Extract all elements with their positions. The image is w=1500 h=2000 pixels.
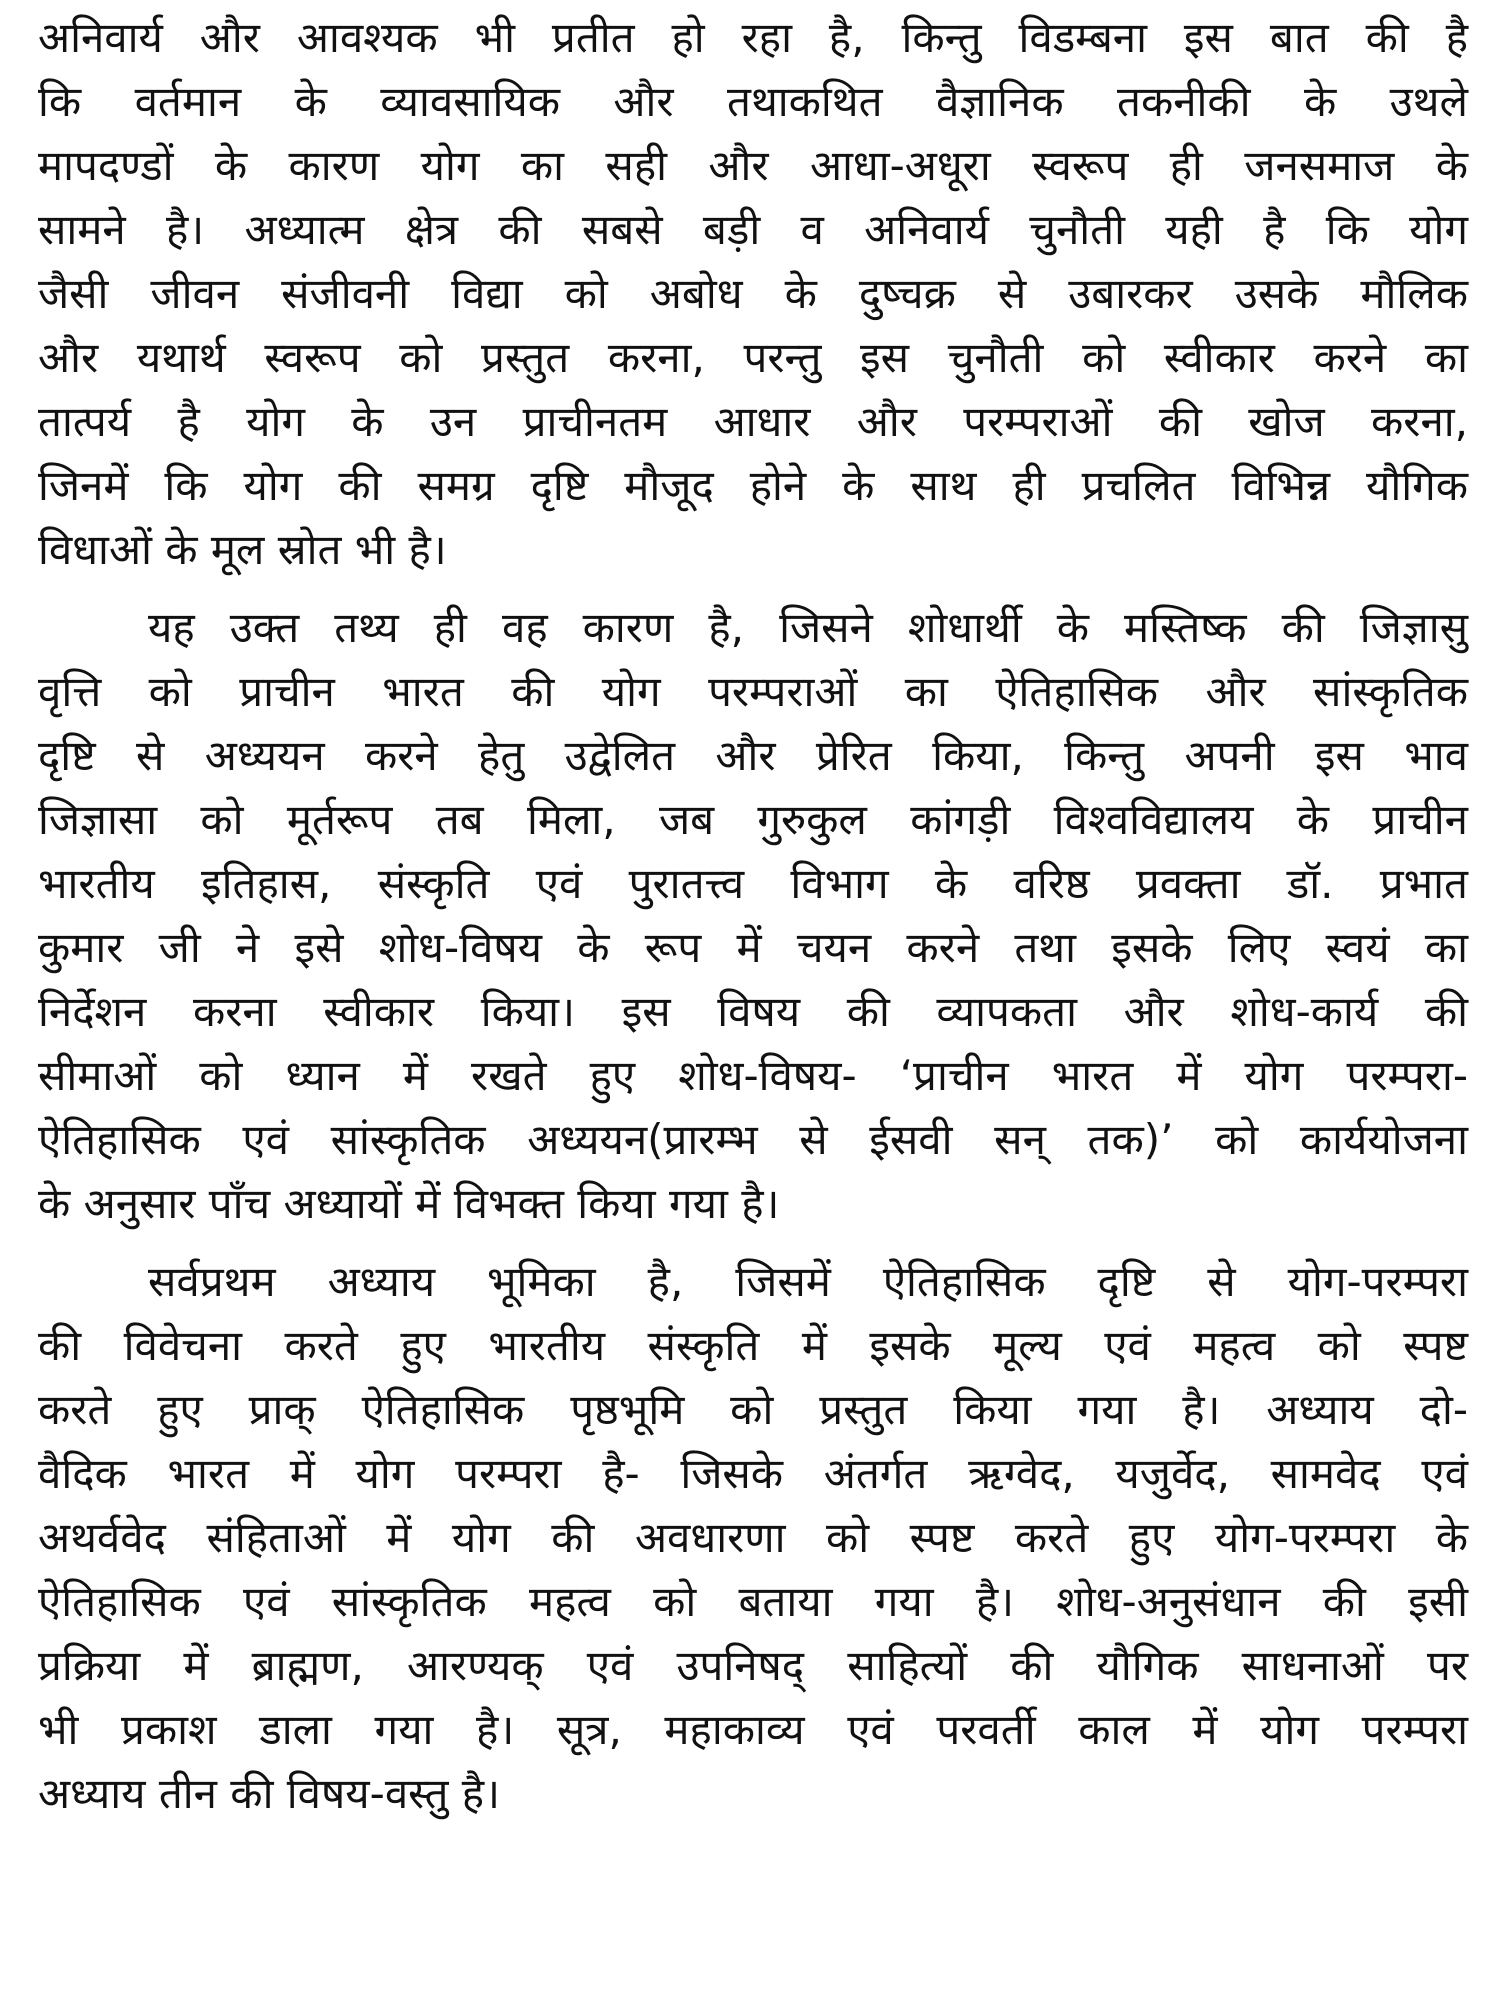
- text-line: जिनमें कि योग की समग्र दृष्टि मौजूद होने के साथ ही प्रचलित विभिन्न यौगिक: [38, 461, 1468, 510]
- text-line: करते हुए प्राक् ऐतिहासिक पृष्ठभूमि को प्रस्तुत किया गया है। अध्याय दो-: [38, 1385, 1468, 1434]
- text-line: भारतीय इतिहास, संस्कृति एवं पुरातत्त्व विभाग के वरिष्ठ प्रवक्ता डॉ. प्रभात: [38, 859, 1468, 908]
- text-line: सामने है। अध्यात्म क्षेत्र की सबसे बड़ी व अनिवार्य चुनौती यही है कि योग: [38, 205, 1468, 254]
- text-line: कुमार जी ने इसे शोध-विषय के रूप में चयन करने तथा इसके लिए स्वयं का: [38, 923, 1468, 972]
- text-line: और यथार्थ स्वरूप को प्रस्तुत करना, परन्तु इस चुनौती को स्वीकार करने का: [38, 333, 1468, 382]
- text-line: तात्पर्य है योग के उन प्राचीनतम आधार और परम्पराओं की खोज करना,: [38, 397, 1468, 446]
- text-line: ऐतिहासिक एवं सांस्कृतिक महत्व को बताया गया है। शोध-अनुसंधान की इसी: [38, 1577, 1468, 1626]
- text-line: जैसी जीवन संजीवनी विद्या को अबोध के दुष्चक्र से उबारकर उसके मौलिक: [38, 269, 1468, 318]
- text-line: के अनुसार पाँच अध्यायों में विभक्त किया गया है।: [38, 1179, 780, 1228]
- text-line: वैदिक भारत में योग परम्परा है- जिसके अंतर्गत ऋग्वेद, यजुर्वेद, सामवेद एवं: [38, 1449, 1468, 1498]
- text-line: सर्वप्रथम अध्याय भूमिका है, जिसमें ऐतिहासिक दृष्टि से योग-परम्परा: [148, 1257, 1468, 1306]
- text-line: सीमाओं को ध्यान में रखते हुए शोध-विषय- ‘प्राचीन भारत में योग परम्परा-: [38, 1051, 1468, 1100]
- text-line: निर्देशन करना स्वीकार किया। इस विषय की व्यापकता और शोध-कार्य की: [38, 987, 1468, 1036]
- text-line: अथर्ववेद संहिताओं में योग की अवधारणा को स्पष्ट करते हुए योग-परम्परा के: [38, 1513, 1468, 1562]
- text-line: दृष्टि से अध्ययन करने हेतु उद्वेलित और प्रेरित किया, किन्तु अपनी इस भाव: [38, 731, 1468, 780]
- text-line: कि वर्तमान के व्यावसायिक और तथाकथित वैज्ञानिक तकनीकी के उथले: [38, 77, 1468, 126]
- paragraph-3: [38, 1250, 1468, 1826]
- text-line: वृत्ति को प्राचीन भारत की योग परम्पराओं का ऐतिहासिक और सांस्कृतिक: [38, 667, 1468, 716]
- text-line: यह उक्त तथ्य ही वह कारण है, जिसने शोधार्थी के मस्तिष्क की जिज्ञासु: [148, 603, 1468, 652]
- paragraph-2: [38, 596, 1468, 1236]
- text-line: ऐतिहासिक एवं सांस्कृतिक अध्ययन(प्रारम्भ से ईसवी सन् तक)’ को कार्ययोजना: [38, 1115, 1468, 1164]
- text-line: अनिवार्य और आवश्यक भी प्रतीत हो रहा है, किन्तु विडम्बना इस बात की है: [38, 13, 1468, 62]
- text-line: विधाओं के मूल स्रोत भी है।: [38, 525, 447, 574]
- text-line: प्रक्रिया में ब्राह्मण, आरण्यक् एवं उपनिषद् साहित्यों की यौगिक साधनाओं पर: [38, 1641, 1468, 1690]
- text-line: मापदण्डों के कारण योग का सही और आधा-अधूरा स्वरूप ही जनसमाज के: [38, 141, 1468, 190]
- text-line: भी प्रकाश डाला गया है। सूत्र, महाकाव्य एवं परवर्ती काल में योग परम्परा: [38, 1705, 1468, 1754]
- text-line: जिज्ञासा को मूर्तरूप तब मिला, जब गुरुकुल कांगड़ी विश्वविद्यालय के प्राचीन: [38, 795, 1468, 844]
- text-line: की विवेचना करते हुए भारतीय संस्कृति में इसके मूल्य एवं महत्व को स्पष्ट: [38, 1321, 1468, 1370]
- document-page: [38, 6, 1468, 1826]
- text-line: अध्याय तीन की विषय-वस्तु है।: [38, 1769, 501, 1818]
- paragraph-1: [38, 6, 1468, 582]
